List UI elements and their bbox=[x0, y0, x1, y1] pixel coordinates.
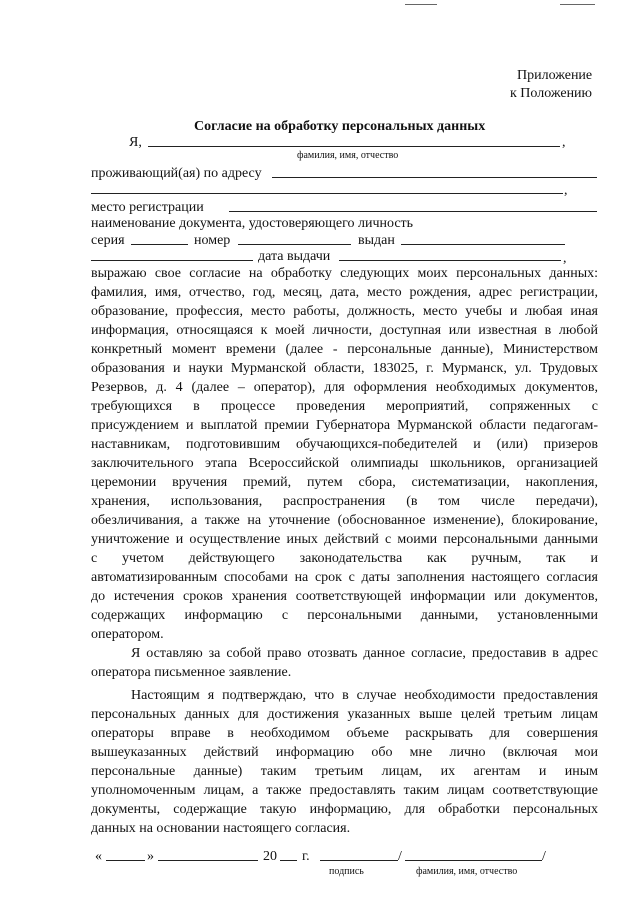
confirm-line: документы, содержащие такую информацию, для обработки персональных bbox=[91, 802, 598, 817]
signature-fio-field[interactable] bbox=[405, 860, 542, 861]
i-label: Я, bbox=[129, 135, 142, 150]
confirm-line: вышеуказанных действий информацию обо мне лично (включая мои bbox=[91, 745, 598, 760]
issued-by-field[interactable] bbox=[401, 244, 565, 245]
year-field[interactable] bbox=[280, 860, 297, 861]
issued-label: выдан bbox=[358, 233, 395, 248]
residing-label: проживающий(ая) по адресу bbox=[91, 166, 262, 181]
revoke-line: Я оставляю за собой право отозвать данное согласие, предоставив в адрес bbox=[131, 646, 598, 661]
body-line: наставникам, подготовившим обучающихся-победителей и (или) призеров bbox=[91, 437, 598, 452]
signature-caption: подпись bbox=[329, 866, 364, 877]
year-suffix: г. bbox=[302, 849, 310, 864]
body-line: конкретный момент времени (далее - персональные данные), Министерством bbox=[91, 342, 598, 357]
address-field[interactable] bbox=[272, 177, 597, 178]
body-line: Резервов, д. 4 (далее – оператор), для оформления необходимых документов, bbox=[91, 380, 598, 395]
registration-label: место регистрации bbox=[91, 200, 204, 215]
fio-field[interactable] bbox=[148, 146, 560, 147]
comma: , bbox=[563, 251, 567, 266]
comma: , bbox=[564, 183, 568, 198]
signature-fio-caption: фамилия, имя, отчество bbox=[416, 866, 518, 877]
body-line: хранения, использования, распространения (в том числе передачи), bbox=[91, 494, 598, 509]
document-title: Согласие на обработку персональных данных bbox=[194, 119, 486, 134]
registration-field[interactable] bbox=[229, 211, 597, 212]
body-line: фамилия, имя, отчество, год, месяц, дата, место рождения, адрес регистрации, bbox=[91, 285, 598, 300]
body-line: присуждением и выплатой премии Губернатора Мурманской области педагогам- bbox=[91, 418, 598, 433]
close-quote: » bbox=[147, 849, 154, 864]
number-label: номер bbox=[194, 233, 231, 248]
revoke-line: оператора письменное заявление. bbox=[91, 665, 292, 680]
comma: , bbox=[562, 135, 566, 150]
signature-field[interactable] bbox=[320, 860, 398, 861]
body-line: обезличивания, а также на уточнение (обоснованное изменение), блокирование, bbox=[91, 513, 598, 528]
body-line: уничтожение и осуществление иных действий с моими персональными данными bbox=[91, 532, 598, 547]
year-prefix: 20 bbox=[263, 849, 277, 864]
body-line: образования и науки Мурманской области, 183025, г. Мурманск, ул. Трудовых bbox=[91, 361, 598, 376]
header-rule-right bbox=[560, 0, 595, 5]
header-rule-left bbox=[405, 0, 437, 5]
series-label: серия bbox=[91, 233, 125, 248]
id-document-label: наименование документа, удостоверяющего личность bbox=[91, 216, 414, 231]
body-line: требующихся в процессе проведения мероприятий, сопряженных с bbox=[91, 399, 598, 414]
issued-by-field-line2[interactable] bbox=[91, 260, 253, 261]
confirm-line: персональных данных для достижения указанных выше целей третьим лицам bbox=[91, 707, 598, 722]
confirm-line: Настоящим я подтверждаю, что в случае необходимости предоставления bbox=[131, 688, 598, 703]
month-field[interactable] bbox=[158, 860, 258, 861]
body-line: до истечения сроков хранения соответствующей информации или документов, bbox=[91, 589, 598, 604]
slash: / bbox=[398, 849, 402, 864]
slash: / bbox=[542, 849, 546, 864]
day-field[interactable] bbox=[106, 860, 145, 861]
body-line: образование, профессия, место работы, должность, место учебы и любая иная bbox=[91, 304, 598, 319]
body-line: оператором. bbox=[91, 627, 164, 642]
body-line: выражаю свое согласие на обработку следующих моих персональных данных: bbox=[91, 266, 598, 281]
body-line: содержащих информацию с персональными данными, установленными bbox=[91, 608, 598, 623]
issue-date-label: дата выдачи bbox=[258, 249, 331, 264]
open-quote: « bbox=[95, 849, 102, 864]
fio-caption: фамилия, имя, отчество bbox=[297, 150, 399, 161]
regulation-label: к Положению bbox=[510, 86, 593, 101]
confirm-line: операторы вправе в необходимом объеме раскрывать для совершения bbox=[91, 726, 598, 741]
confirm-line: данных на основании настоящего согласия. bbox=[91, 821, 351, 836]
address-field-line2[interactable] bbox=[91, 193, 563, 194]
number-field[interactable] bbox=[238, 244, 351, 245]
confirm-line: персональные данные) таким третьим лицам, их агентам и иным bbox=[91, 764, 598, 779]
body-line: заключительного этапа Всероссийской олимпиады школьников, организацией bbox=[91, 456, 598, 471]
body-line: информация, относящаяся к моей личности, доступная или известная в любой bbox=[91, 323, 598, 338]
issue-date-field[interactable] bbox=[339, 260, 561, 261]
series-field[interactable] bbox=[131, 244, 188, 245]
body-line: с учетом действующего законодательства как ручным, так и bbox=[91, 551, 598, 566]
body-line: автоматизированным способами на срок с даты заполнения настоящего согласия bbox=[91, 570, 598, 585]
body-line: церемонии вручения премий, путем сбора, систематизации, накопления, bbox=[91, 475, 598, 490]
appendix-label: Приложение bbox=[517, 68, 593, 83]
confirm-line: уполномоченным лицам, а также предоставлять таким лицам соответствующие bbox=[91, 783, 598, 798]
